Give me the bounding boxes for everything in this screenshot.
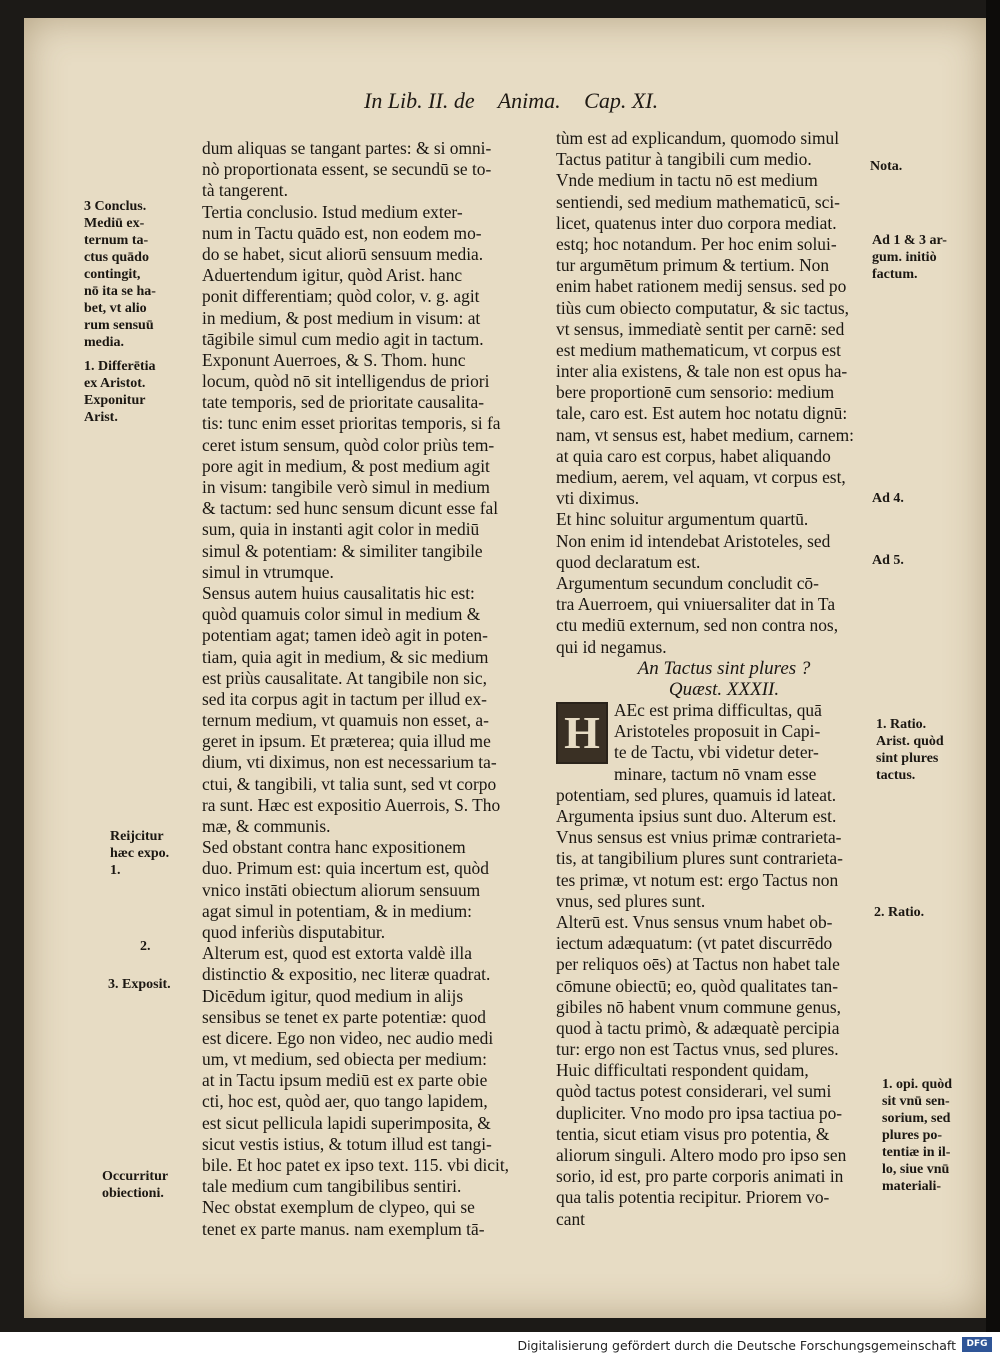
text-line: tate temporis, sed de prioritate causalita- xyxy=(202,392,485,413)
margin-note-line: ternum ta- xyxy=(84,233,149,248)
text-line: dupliciter. Vno modo pro ipsa tactiua po- xyxy=(556,1102,843,1123)
text-line: potentiam agat; tamen ideò agit in poten- xyxy=(202,625,488,646)
text-line: tiam, quia agit in medium, & sic medium xyxy=(202,646,489,667)
text-line: Et hinc soluitur argumentum quartū. xyxy=(556,509,809,530)
margin-note-line: bet, vt alio xyxy=(84,301,147,316)
text-line: sentiendi, sed medium mathematicū, sci- xyxy=(556,191,840,212)
text-line: te de Tactu, vbi videtur deter- xyxy=(614,742,819,763)
text-line: estq; hoc notandum. Per hoc enim solui- xyxy=(556,233,837,254)
text-line: tra Auerroem, qui vniuersaliter dat in Ta xyxy=(556,594,836,615)
text-line: vnus, sed plures sunt. xyxy=(556,890,706,911)
right-text-column xyxy=(556,128,892,1230)
margin-note xyxy=(872,552,904,569)
margin-note-line: Occurritur xyxy=(102,1169,169,1184)
text-line: Alterum est, quod est extorta valdè illa xyxy=(202,943,472,964)
text-line: tis, at tangibilium plures sunt contrarieta- xyxy=(556,848,843,869)
right-column-bottom xyxy=(556,785,892,1230)
text-line: Tactus patitur à tangibili cum medio. xyxy=(556,149,812,170)
text-line: in visum: tangibile verò simul in medium xyxy=(202,477,490,497)
text-line: tà tangerent. xyxy=(202,180,288,201)
margin-note-line: lo, siue vnū xyxy=(882,1162,950,1177)
text-line: inter alia existens, & tale non est opus ha- xyxy=(556,361,848,382)
text-line: ctu mediū externum, sed non contra nos, xyxy=(556,615,839,636)
dfg-logo-icon: DFG xyxy=(962,1337,992,1352)
text-line: at quia caro est corpus, habet aliquando xyxy=(556,445,831,466)
text-line: tāgibile simul cum medio agit in tactum. xyxy=(202,328,484,349)
text-line: Alterū est. Vnus sensus vnum habet ob- xyxy=(556,911,833,932)
text-line: sensibus se tenet ex parte potentiæ: quod xyxy=(202,1006,486,1027)
text-line: Dicēdum igitur, quod medium in alijs xyxy=(202,985,464,1006)
text-line: est dicere. Ego non video, nec audio medi xyxy=(202,1027,494,1048)
text-line: iectum adæquatum: (vt patet discurrēdo xyxy=(556,933,833,954)
margin-note-line: tentiæ in il- xyxy=(882,1145,951,1160)
text-line: geret in ipsum. Et præterea; quia illud me xyxy=(202,731,491,752)
text-line: quod inferiùs disputabitur. xyxy=(202,921,386,942)
margin-note-line: gum. initiò xyxy=(872,250,937,265)
text-line: simul in vtrumque. xyxy=(202,561,334,582)
text-line: vt sensus, immediatè sentit per carnē: sed xyxy=(556,318,845,339)
margin-note xyxy=(84,358,156,426)
text-line: ceret istum sensum, quòd color priùs tem- xyxy=(202,434,495,455)
margin-note-line: Arist. xyxy=(84,410,118,425)
text-line: Sed obstant contra hanc expositionem xyxy=(202,837,466,858)
margin-note-line: Ad 4. xyxy=(872,491,904,506)
text-line: um, vt medium, sed obiecta per medium: xyxy=(202,1049,487,1070)
text-line: cōmune obiectū; eo, quòd qualitates tan- xyxy=(556,975,839,996)
text-line: quòd tactus potest considerari, vel sumi xyxy=(556,1081,832,1102)
margin-note-line: obiectioni. xyxy=(102,1186,164,1201)
text-line: sicut vestis istius, & totum illud est tangi- xyxy=(202,1133,492,1154)
text-line: Sensus autem huius causalitatis hic est: xyxy=(202,582,475,603)
text-line: licet, quatenus inter duo corpora mediat. xyxy=(556,212,837,233)
margin-note-line: plures po- xyxy=(882,1128,943,1143)
text-line: in medium, & post medium in visum: at xyxy=(202,307,481,328)
text-line: sorio, id est, pro parte corporis animati in xyxy=(556,1166,844,1187)
text-line: do se habet, sicut aliorū sensuum media. xyxy=(202,243,484,264)
text-line: per reliquos oēs) at Tactus non habet tale xyxy=(556,954,840,975)
margin-note-line: 2. Ratio. xyxy=(874,905,925,920)
text-line: cti, hoc est, quòd aer, quo tango lapidem, xyxy=(202,1091,488,1112)
margin-note-line: tactus. xyxy=(876,768,916,783)
question-number: Quæst. XXXII. xyxy=(668,678,780,700)
text-line: agat simul in potentiam, & in medium: xyxy=(202,900,473,921)
text-line: tale, caro est. Est autem hoc notatu dignū: xyxy=(556,403,848,424)
text-line: est priùs causalitate. At tangibile non sic, xyxy=(202,667,487,688)
page-edge xyxy=(986,0,1000,1332)
margin-note xyxy=(140,938,151,955)
text-line: mæ, & communis. xyxy=(202,816,331,836)
header-part-2: Anima. xyxy=(497,88,561,113)
text-line: nam, vt sensus est, habet medium, carnem: xyxy=(556,424,854,445)
margin-note-line: Mediū ex- xyxy=(84,216,145,231)
text-line: cant xyxy=(556,1208,585,1229)
margin-note-line: 3. Exposit. xyxy=(108,977,171,992)
margin-note-line: nō ita se ha- xyxy=(84,284,156,299)
header-part-3: Cap. XI. xyxy=(584,88,659,113)
question-title: An Tactus sint plures ? xyxy=(637,657,811,679)
text-line: aliorum singuli. Altero modo pro ipso sen xyxy=(556,1145,847,1165)
text-line: at in Tactu ipsum mediū est ex parte obie xyxy=(202,1070,488,1091)
text-line: tis: tunc enim esset prioritas temporis, si fa xyxy=(202,413,501,434)
text-line: sum, quia in instanti agit color in mediū xyxy=(202,519,480,540)
text-line: qui id negamus. xyxy=(556,636,667,657)
text-line: num in Tactu quādo est, non eodem mo- xyxy=(202,222,482,243)
text-line: est medium mathematicum, vt corpus est xyxy=(556,339,841,360)
margin-note-line: media. xyxy=(84,335,125,350)
margin-note xyxy=(872,490,904,507)
text-line: gibiles nō habent vnum commune genus, xyxy=(556,996,841,1017)
text-line: qua talis potentia recipitur. Priorem vo- xyxy=(556,1187,830,1208)
text-line: tes primæ, vt notum est: ergo Tactus non xyxy=(556,869,839,890)
text-line: Non enim id intendebat Aristoteles, sed xyxy=(556,530,831,551)
margin-note-line: 2. xyxy=(140,939,151,954)
text-line: bere proportionē cum sensorio: medium xyxy=(556,382,835,403)
text-line: vti diximus. xyxy=(556,488,640,509)
margin-note-line: sorium, sed xyxy=(882,1111,951,1126)
margin-note xyxy=(882,1076,952,1195)
text-line: duo. Primum est: quia incertum est, quòd xyxy=(202,858,489,879)
margin-note xyxy=(84,198,156,351)
margin-note xyxy=(872,232,947,283)
question-opening xyxy=(556,700,892,785)
margin-note-line: Arist. quòd xyxy=(876,734,944,749)
text-line: tùm est ad explicandum, quomodo simul xyxy=(556,128,840,148)
footer-credit: Digitalisierung gefördert durch die Deutsche Forschungsgemeinschaft xyxy=(517,1338,956,1353)
margin-note-line: factum. xyxy=(872,267,918,282)
text-line: est sicut pellicula lapidi superimposita, & xyxy=(202,1112,491,1133)
text-line: Huic difficultati respondent quidam, xyxy=(556,1060,809,1081)
text-line: enim habet rationem medij sensus. sed po xyxy=(556,276,847,297)
text-line: pore agit in medium, & post medium agit xyxy=(202,455,490,476)
text-line: tale medium cum tangibilibus sentiri. xyxy=(202,1176,462,1197)
margin-note-line: hæc expo. xyxy=(110,846,170,861)
text-line: Argumentum secundum concludit cō- xyxy=(556,572,819,593)
text-line: tenet ex parte manus. nam exemplum tā- xyxy=(202,1218,485,1239)
text-line: & tactum: sed hunc sensum dicunt esse fal xyxy=(202,498,499,519)
book-page xyxy=(24,18,986,1318)
text-line: Exponunt Auerroes, & S. Thom. hunc xyxy=(202,349,466,370)
margin-note-line: 3 Conclus. xyxy=(84,199,147,214)
running-header xyxy=(364,88,724,126)
margin-note xyxy=(874,904,924,921)
margin-note xyxy=(110,828,169,879)
margin-note-line: 1. opi. quòd xyxy=(882,1077,953,1092)
margin-note-line: ctus quādo xyxy=(84,250,149,265)
margin-note-line: rum sensuū xyxy=(84,318,154,333)
margin-note-line: materiali- xyxy=(882,1179,942,1194)
margin-note-line: Exponitur xyxy=(84,393,146,408)
margin-note-line: Ad 1 & 3 ar- xyxy=(872,233,947,248)
text-line: minare, tactum nō vnam esse xyxy=(614,763,817,784)
margin-note-line: Nota. xyxy=(870,159,903,174)
margin-note-line: sint plures xyxy=(876,751,939,766)
text-line: Vnus sensus est vnius primæ contrarieta- xyxy=(556,827,842,848)
text-line: ponit differentiam; quòd color, v. g. agit xyxy=(202,286,480,307)
margin-note-line: 1. Ratio. xyxy=(876,717,927,732)
margin-note xyxy=(876,716,944,784)
text-line: bile. Et hoc patet ex ipso text. 115. vbi dicit, xyxy=(202,1155,510,1175)
margin-note-line: 1. xyxy=(110,863,121,878)
text-line: dium, vti diximus, non est necessarium ta- xyxy=(202,752,497,773)
margin-note xyxy=(108,976,171,993)
text-line: Vnde medium in tactu nō est medium xyxy=(556,170,818,191)
text-line: tiùs cum obiecto computatur, & sic tactus, xyxy=(556,297,849,318)
text-line: locum, quòd nō sit intelligendus de priori xyxy=(202,371,490,392)
text-line: ctui, & tangibili, vt talia sunt, sed vt corpo xyxy=(202,773,497,794)
text-line: distinctio & expositio, nec literæ quadrat. xyxy=(202,964,491,985)
margin-note-line: Reijcitur xyxy=(110,829,164,844)
text-line: Tertia conclusio. Istud medium exter- xyxy=(202,201,463,222)
margin-note-line: sit vnū sen- xyxy=(882,1094,950,1109)
text-line: tentia, sicut etiam visus pro potentia, & xyxy=(556,1123,830,1144)
text-line: Aduertendum igitur, quòd Arist. hanc xyxy=(202,265,463,286)
footer-bar xyxy=(0,1332,1000,1358)
margin-note-line: ex Aristot. xyxy=(84,376,146,391)
text-line: Aristoteles proposuit in Capi- xyxy=(614,721,821,742)
margin-note-line: Ad 5. xyxy=(872,553,904,568)
text-line: quod à tactu primò, & adæquatè percipia xyxy=(556,1017,840,1038)
text-line: AEc est prima difficultas, quā xyxy=(614,700,822,721)
text-line: quòd quamuis color simul in medium & xyxy=(202,604,481,625)
left-text-column xyxy=(202,138,540,1240)
text-line: simul & potentiam: & similiter tangibile xyxy=(202,540,483,561)
header-part-1: In Lib. II. de xyxy=(364,88,475,113)
text-line: tur argumētum primum & tertium. Non xyxy=(556,255,830,276)
text-line: Nec obstat exemplum de clypeo, qui se xyxy=(202,1197,475,1218)
text-line: vnico instāti obiectum aliorum sensuum xyxy=(202,879,481,900)
text-line: Argumenta ipsius sunt duo. Alterum est. xyxy=(556,806,837,826)
drop-cap-initial: H xyxy=(556,702,608,764)
text-line: sed ita corpus agit in tactum per illud ex- xyxy=(202,688,487,709)
text-line: ra sunt. Hæc est expositio Auerrois, S. Tho xyxy=(202,794,501,815)
margin-note xyxy=(870,158,902,175)
text-line: medium, aerem, vel aquam, vt corpus est, xyxy=(556,467,846,487)
text-line: quod declaratum est. xyxy=(556,551,701,572)
text-line: tur: ergo non est Tactus vnus, sed plures. xyxy=(556,1039,839,1060)
text-line: nò proportionata essent, se secundū se to- xyxy=(202,159,492,180)
margin-note xyxy=(102,1168,168,1202)
right-column-top xyxy=(556,128,892,658)
margin-note-line: 1. Differētia xyxy=(84,359,156,374)
text-line: dum aliquas se tangant partes: & si omni- xyxy=(202,138,492,158)
margin-note-line: contingit, xyxy=(84,267,141,282)
text-line: potentiam, sed plures, quamuis id lateat. xyxy=(556,784,837,805)
text-line: ternum medium, vt quamuis non esset, a- xyxy=(202,710,489,731)
